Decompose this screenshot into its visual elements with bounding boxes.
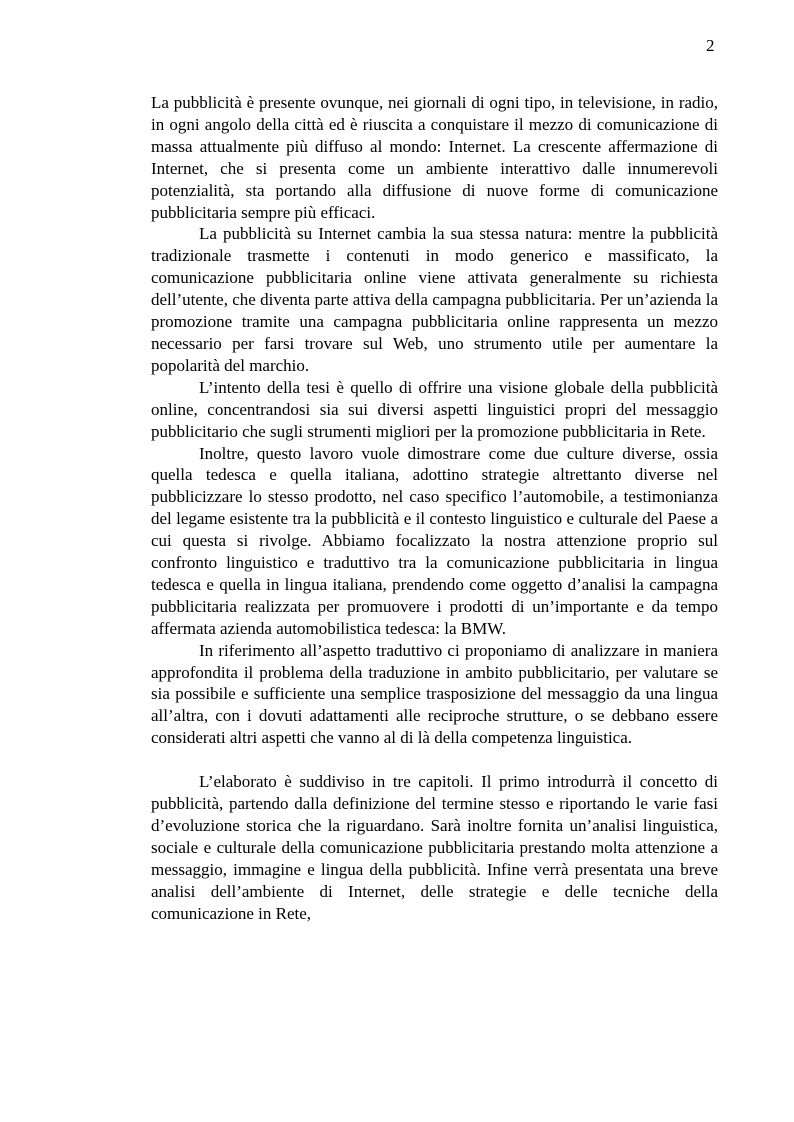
paragraph-online-advertising: La pubblicità su Internet cambia la sua stessa natura: mentre la pubblicità tradizionale trasmette i contenuti in modo generico e massificato, la comunicazione pubblicitaria online viene attivata generalmente su richiesta dell’utente, che diventa parte attiva della campagna pubblicitaria. Per un’azienda la promozione tramite una campagna pubblicitaria online rappresenta un mezzo necessario per farsi trovare sul Web, uno strumento utile per aumentare la popolarità del marchio. (151, 224, 718, 375)
paragraph-intro: La pubblicità è presente ovunque, nei giornali di ogni tipo, in televisione, in radio, in ogni angolo della città ed è riuscita a conquistare il mezzo di comunicazione di massa attualmente più diffuso al mondo: Internet. La crescente affermazione di Internet, che si presenta come un ambiente interattivo dalle innumerevoli potenzialità, sta portando alla diffusione di nuove forme di comunicazione pubblicitaria sempre più efficaci. (151, 93, 718, 222)
paragraph-thesis-aim: L’intento della tesi è quello di offrire una visione globale della pubblicità online, concentrandosi sia sui diversi aspetti linguistici propri del messaggio pubblicitario che sugli strumenti migliori per la promozione pubblicitaria in Rete. (151, 377, 718, 441)
paragraph-translation-aspect: In riferimento all’aspetto traduttivo ci proponiamo di analizzare in maniera approfondita il problema della traduzione in ambito pubblicitario, per valutare se sia possibile e sufficiente una semplice trasposizione del messaggio da una lingua all’altra, con i dovuti adattamenti alle reciproche strutture, o se debbano essere considerati altri aspetti che vanno al di là della competenza linguistica. (151, 640, 718, 748)
paragraph-structure-overview: L’elaborato è suddiviso in tre capitoli. Il primo introdurrà il concetto di pubblicità, partendo dalla definizione del termine stesso e riportando le varie fasi d’evoluzione storica che la riguardano. Sarà inoltre fornita un’analisi linguistica, sociale e culturale della comunicazione pubblicitaria prestando molta attenzione a messaggio, immagine e lingua della pubblicità. Infine verrà presentata una breve analisi dell’ambiente di Internet, delle strategie e delle tecniche della comunicazione in Rete, (151, 772, 718, 923)
paragraph-culture-comparison: Inoltre, questo lavoro vuole dimostrare come due culture diverse, ossia quella tedesca e quella italiana, adottino strategie altrettanto diverse nel pubblicizzare lo stesso prodotto, nel caso specifico l’automobile, a testimonianza del legame esistente tra la pubblicità e il contesto linguistico e culturale del Paese a cui questa si rivolge. Abbiamo focalizzato la nostra attenzione proprio sul confronto linguistico e traduttivo tra la comunicazione pubblicitaria in lingua tedesca e quella in lingua italiana, prendendo come oggetto d’analisi la campagna pubblicitaria realizzata per promuovere i prodotti di un’importante e da tempo affermata azienda automobilistica tedesca: la BMW. (151, 443, 718, 638)
body-text (151, 92, 718, 924)
page-number: 2 (706, 36, 715, 55)
